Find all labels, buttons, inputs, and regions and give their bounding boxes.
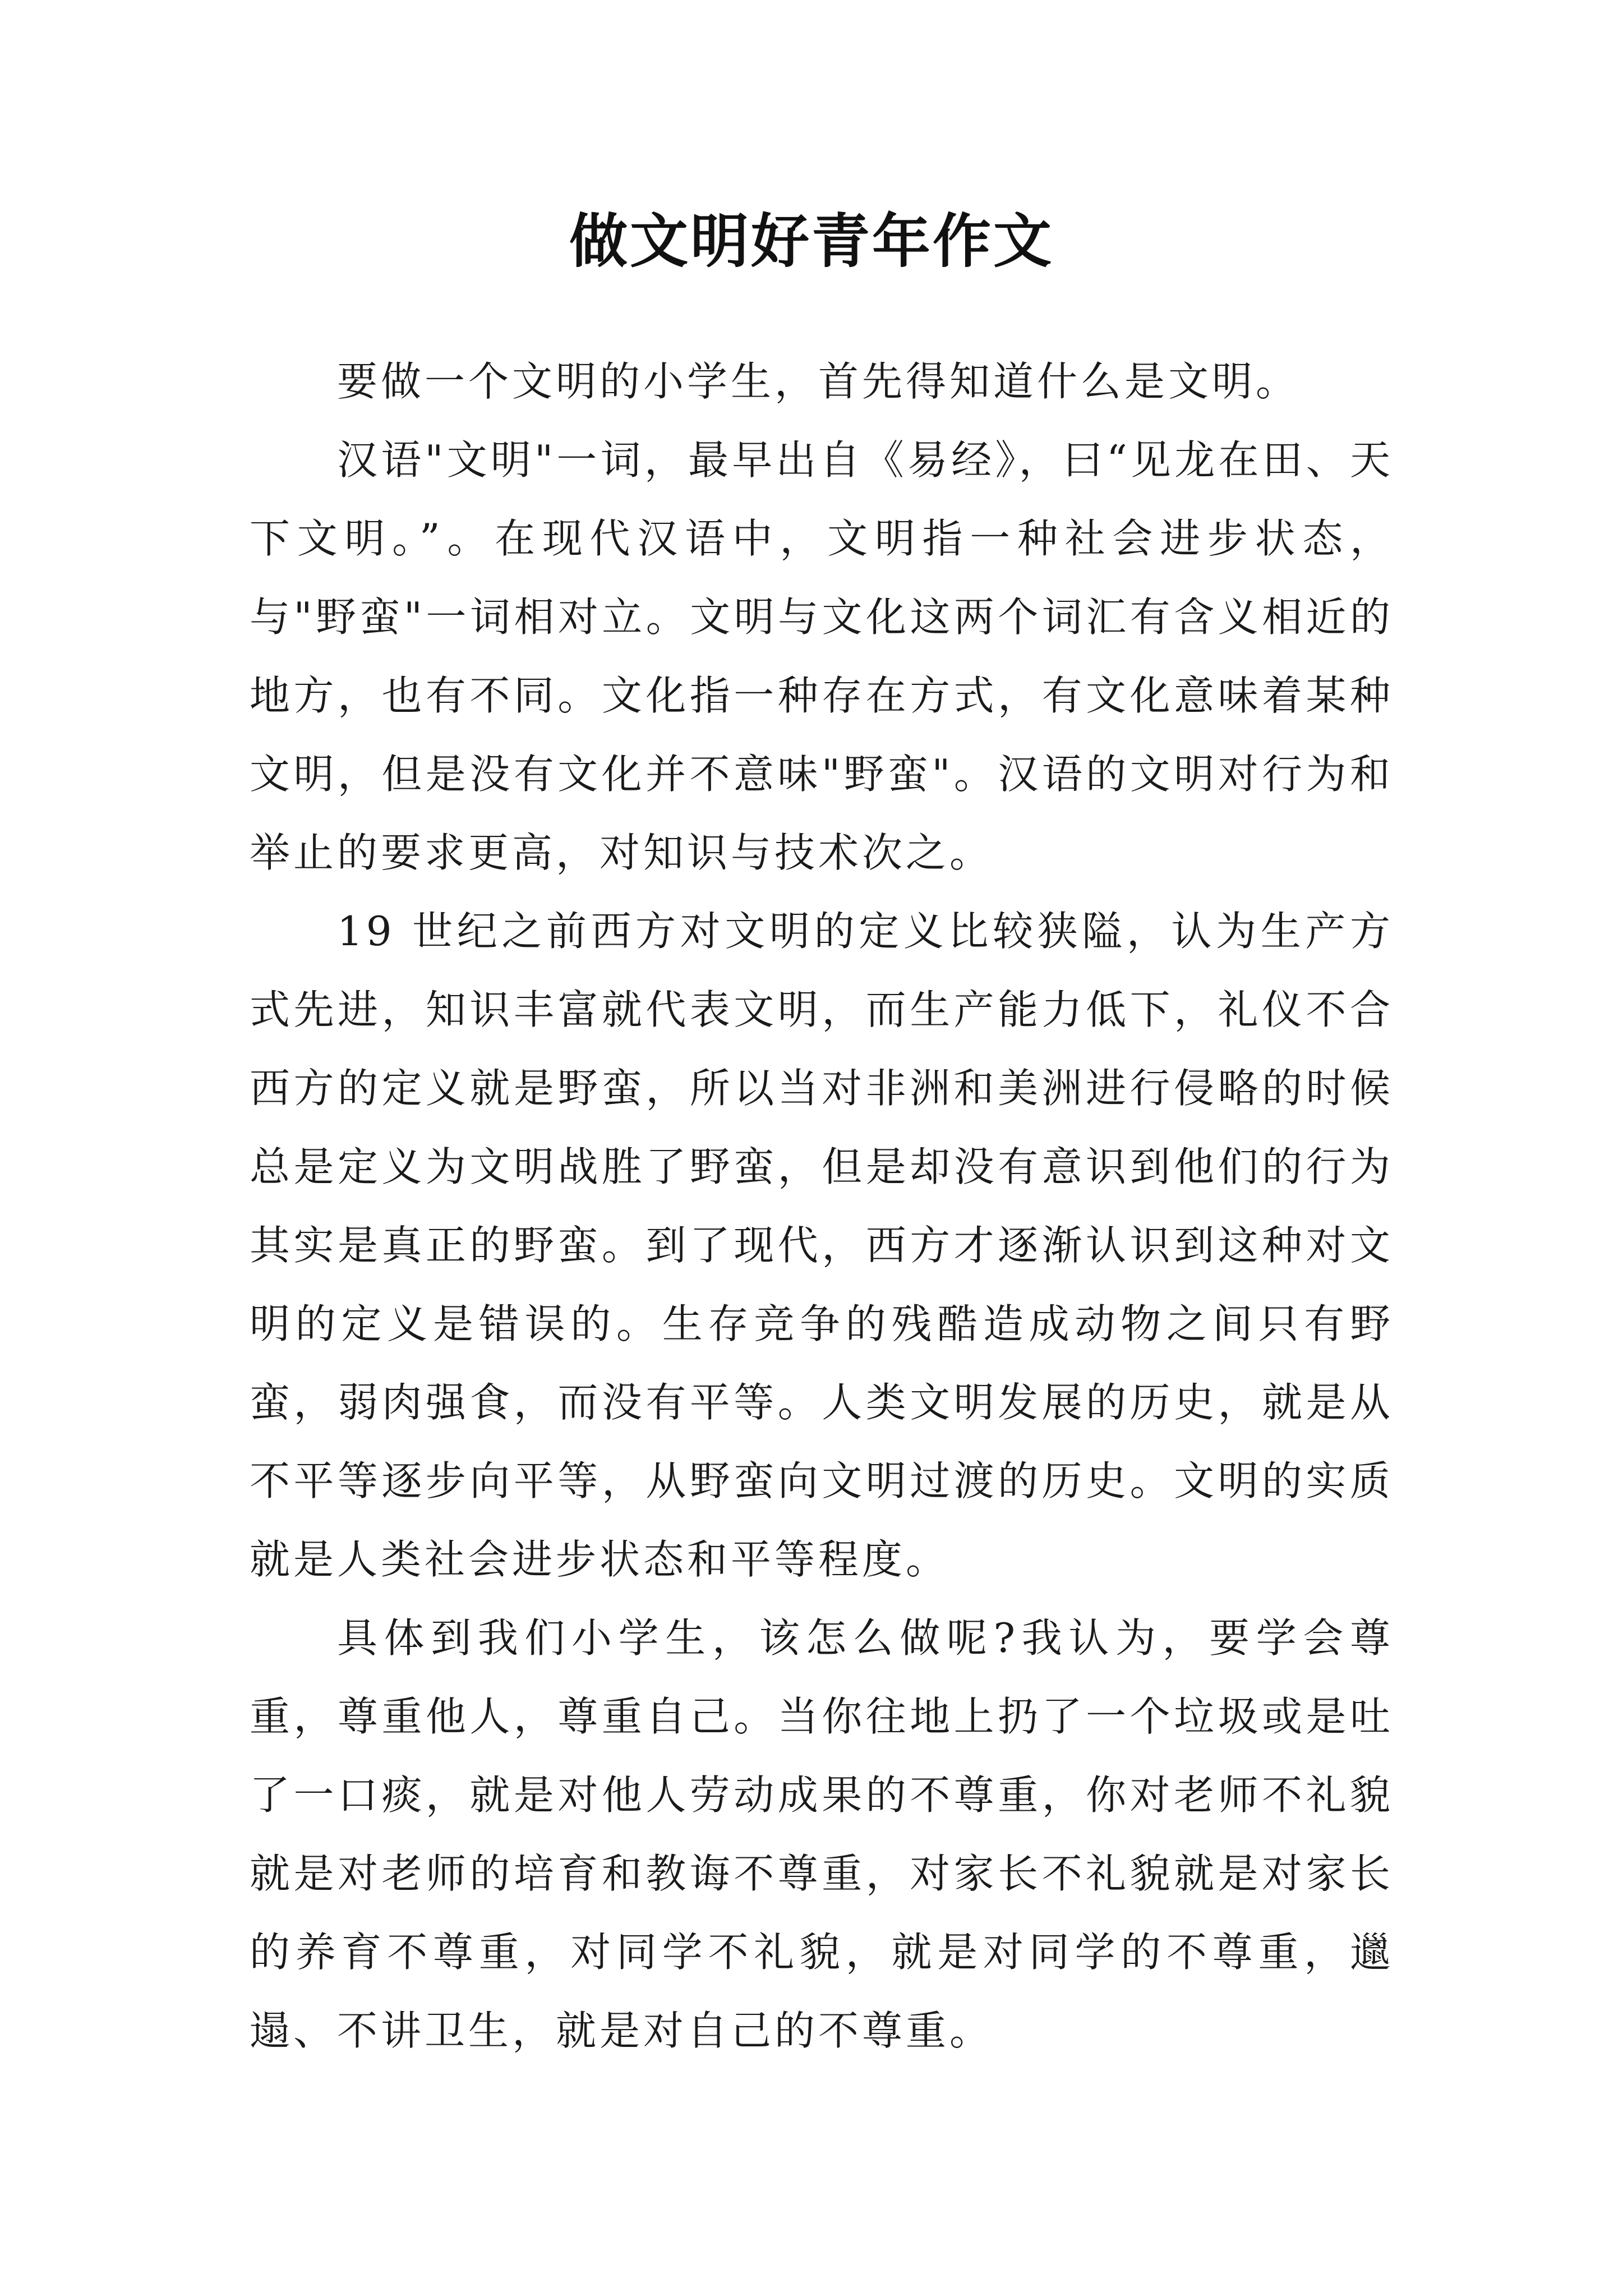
document-title: 做文明好青年作文 — [569, 206, 1054, 275]
document-body — [250, 342, 1394, 2070]
paragraph: 汉语"文明"一词，最早出自《易经》，曰“见龙在田、天下文明。”。在现代汉语中，文明指一种社会进步状态，与"野蛮"一词相对立。文明与文化这两个词汇有含义相近的地方，也有不同。文化指一种存在方式，有文化意味着某种文明，但是没有文化并不意味"野蛮"。汉语的文明对行为和举止的要求更高，对知识与技术次之。 — [250, 436, 1394, 876]
paragraph: 19 世纪之前西方对文明的定义比较狭隘，认为生产方式先进，知识丰富就代表文明，而生产能力低下，礼仪不合西方的定义就是野蛮，所以当对非洲和美洲进行侵略的时候总是定义为文明战胜了野蛮，但是却没有意识到他们的行为其实是真正的野蛮。到了现代，西方才逐渐认识到这种对文明的定义是错误的。生存竞争的残酷造成动物之间只有野蛮，弱肉强食，而没有平等。人类文明发展的历史，就是从不平等逐步向平等，从野蛮向文明过渡的历史。文明的实质就是人类社会进步状态和平等程度。 — [250, 908, 1394, 1583]
paragraph: 要做一个文明的小学生，首先得知道什么是文明。 — [337, 358, 1300, 405]
paragraph: 具体到我们小学生，该怎么做呢?我认为，要学会尊重，尊重他人，尊重自己。当你往地上扔了一个垃圾或是吐了一口痰，就是对他人劳动成果的不尊重，你对老师不礼貌就是对老师的培育和教诲不尊重，对家长不礼貌就是对家长的养育不尊重，对同学不礼貌，就是对同学的不尊重，邋遢、不讲卫生，就是对自己的不尊重。 — [250, 1614, 1394, 2054]
